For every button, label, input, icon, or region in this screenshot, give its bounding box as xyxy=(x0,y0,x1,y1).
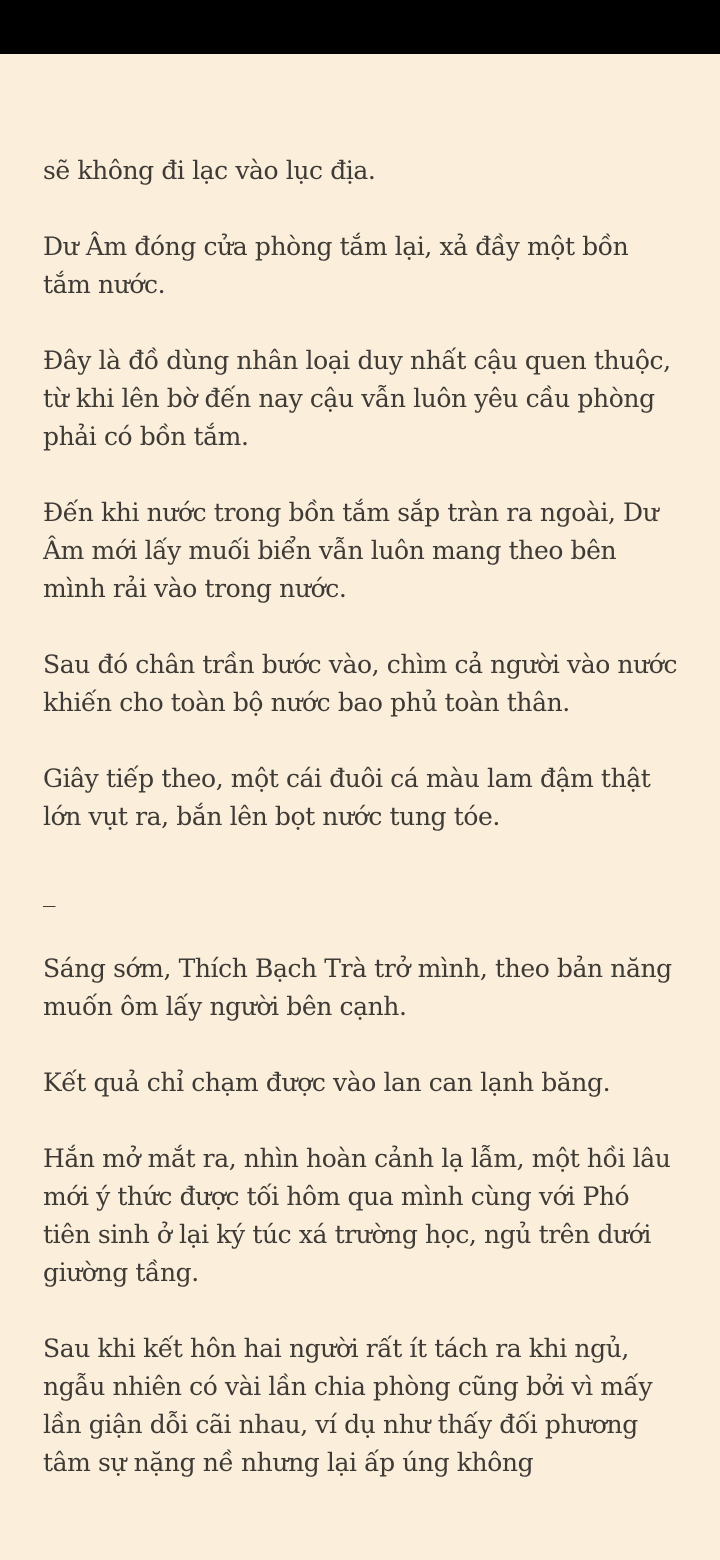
reader-page[interactable] xyxy=(0,54,720,1560)
section-separator: _ xyxy=(43,878,56,907)
paragraph: Đến khi nước trong bồn tắm sắp tràn ra ngoài, Dư Âm mới lấy muối biển vẫn luôn mang theo bên mình rải vào trong nước. xyxy=(43,498,659,603)
paragraph: Dư Âm đóng cửa phòng tắm lại, xả đầy một bồn tắm nước. xyxy=(43,232,629,299)
paragraph: Đây là đồ dùng nhân loại duy nhất cậu quen thuộc, từ khi lên bờ đến nay cậu vẫn luôn yêu cầu phòng phải có bồn tắm. xyxy=(43,346,671,451)
paragraph: Hắn mở mắt ra, nhìn hoàn cảnh lạ lẫm, một hồi lâu mới ý thức được tối hôm qua mình cùng với Phó tiên sinh ở lại ký túc xá trường học, ngủ trên dưới giường tầng. xyxy=(43,1144,671,1287)
paragraph: Giây tiếp theo, một cái đuôi cá màu lam đậm thật lớn vụt ra, bắn lên bọt nước tung tóe. xyxy=(43,764,651,831)
chapter-text xyxy=(43,152,683,1520)
paragraph: Sáng sớm, Thích Bạch Trà trở mình, theo bản năng muốn ôm lấy người bên cạnh. xyxy=(43,954,672,1021)
paragraph: Sau đó chân trần bước vào, chìm cả người vào nước khiến cho toàn bộ nước bao phủ toàn thân. xyxy=(43,650,678,717)
paragraph: sẽ không đi lạc vào lục địa. xyxy=(43,156,376,185)
paragraph: Kết quả chỉ chạm được vào lan can lạnh băng. xyxy=(43,1068,611,1097)
paragraph: Sau khi kết hôn hai người rất ít tách ra khi ngủ, ngẫu nhiên có vài lần chia phòng cũng bởi vì mấy lần giận dỗi cãi nhau, ví dụ như thấy đối phương tâm sự nặng nề nhưng lại ấp úng không xyxy=(43,1334,653,1477)
status-bar xyxy=(0,0,720,54)
